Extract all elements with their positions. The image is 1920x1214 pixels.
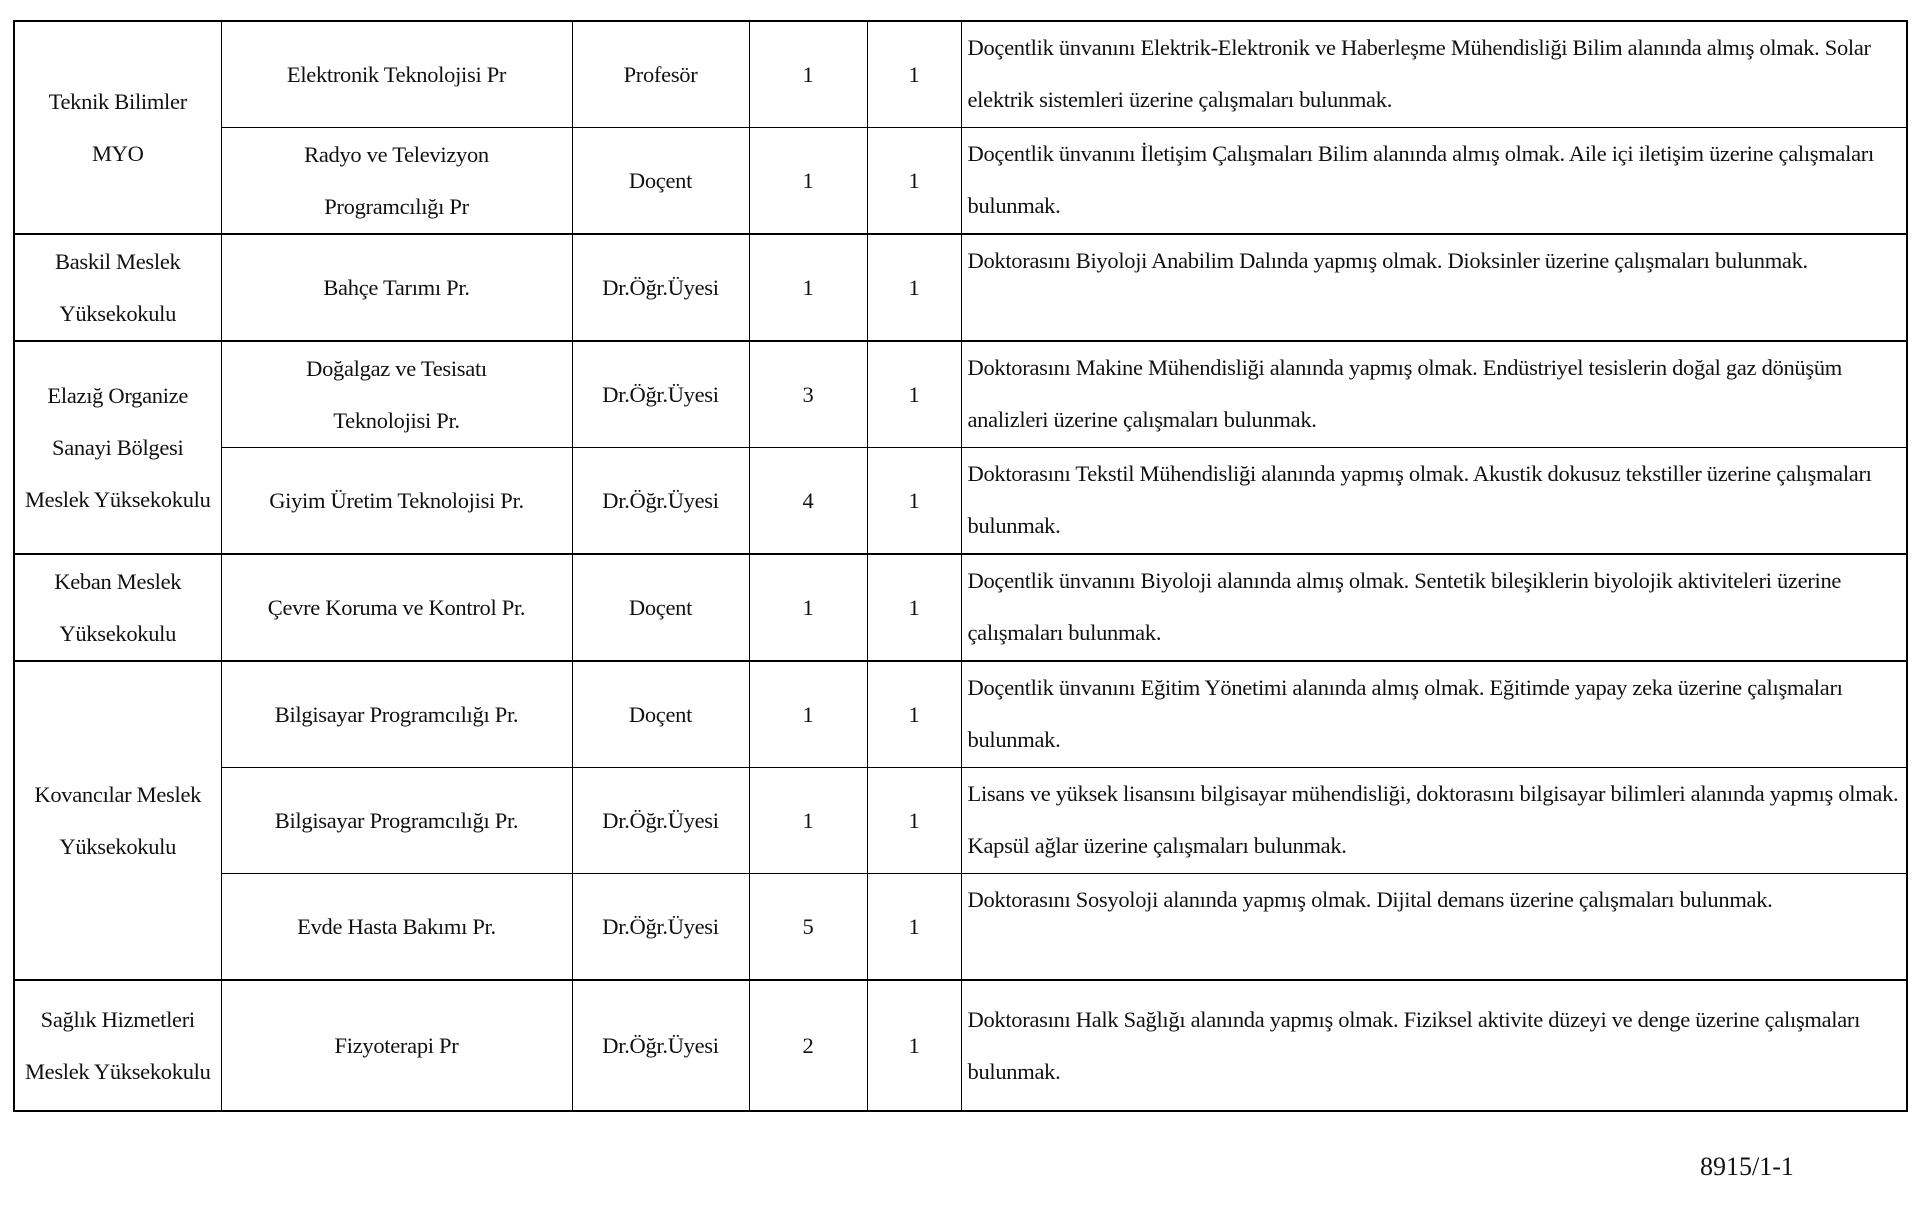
title-cell: Dr.Öğr.Üyesi [572, 448, 749, 555]
count-b-cell: 1 [867, 128, 961, 235]
program-cell: Bilgisayar Programcılığı Pr. [221, 661, 572, 768]
program-cell: Bilgisayar Programcılığı Pr. [221, 768, 572, 874]
table-row [14, 980, 1907, 1111]
description-cell: Doçentlik ünvanını Elektrik-Elektronik ve Haberleşme Mühendisliği Bilim alanında almış olmak. Solar elektrik sistemleri üzerine çalışmaları bulunmak. [961, 21, 1907, 128]
description-cell: Doktorasını Biyoloji Anabilim Dalında yapmış olmak. Dioksinler üzerine çalışmaları bulunmak. [961, 234, 1907, 341]
title-cell: Doçent [572, 128, 749, 235]
program-cell: Bahçe Tarımı Pr. [221, 234, 572, 341]
title-cell: Profesör [572, 21, 749, 128]
description-cell: Doçentlik ünvanını İletişim Çalışmaları Bilim alanında almış olmak. Aile içi iletişim üzerine çalışmaları bulunmak. [961, 128, 1907, 235]
description-cell: Doktorasını Tekstil Mühendisliği alanında yapmış olmak. Akustik dokusuz tekstiller üzerine çalışmaları bulunmak. [961, 448, 1907, 555]
count-a-cell: 1 [749, 661, 867, 768]
count-b-cell: 1 [867, 768, 961, 874]
table-row [14, 21, 1907, 128]
program-cell: Elektronik Teknolojisi Pr [221, 21, 572, 128]
table-row [14, 874, 1907, 981]
title-cell: Dr.Öğr.Üyesi [572, 234, 749, 341]
table-row [14, 554, 1907, 661]
table-row [14, 234, 1907, 341]
count-b-cell: 1 [867, 661, 961, 768]
program-cell: Evde Hasta Bakımı Pr. [221, 874, 572, 981]
table-row [14, 448, 1907, 555]
table-row [14, 128, 1907, 235]
count-a-cell: 5 [749, 874, 867, 981]
description-cell: Doktorasını Halk Sağlığı alanında yapmış olmak. Fiziksel aktivite düzeyi ve denge üzerine çalışmaları bulunmak. [961, 980, 1907, 1111]
count-b-cell: 1 [867, 874, 961, 981]
title-cell: Dr.Öğr.Üyesi [572, 980, 749, 1111]
count-a-cell: 4 [749, 448, 867, 555]
program-cell: Doğalgaz ve Tesisatı Teknolojisi Pr. [221, 341, 572, 448]
count-b-cell: 1 [867, 554, 961, 661]
description-cell: Doçentlik ünvanını Eğitim Yönetimi alanında almış olmak. Eğitimde yapay zeka üzerine çalışmaları bulunmak. [961, 661, 1907, 768]
title-cell: Doçent [572, 554, 749, 661]
unit-cell: Baskil Meslek Yüksekokulu [14, 234, 221, 341]
count-b-cell: 1 [867, 21, 961, 128]
unit-cell: Sağlık Hizmetleri Meslek Yüksekokulu [14, 980, 221, 1111]
description-cell: Doktorasını Makine Mühendisliği alanında yapmış olmak. Endüstriyel tesislerin doğal gaz dönüşüm analizleri üzerine çalışmaları bulunmak. [961, 341, 1907, 448]
title-cell: Dr.Öğr.Üyesi [572, 874, 749, 981]
count-a-cell: 1 [749, 21, 867, 128]
count-a-cell: 2 [749, 980, 867, 1111]
program-cell: Çevre Koruma ve Kontrol Pr. [221, 554, 572, 661]
title-cell: Dr.Öğr.Üyesi [572, 341, 749, 448]
positions-table [13, 20, 1908, 1112]
title-cell: Doçent [572, 661, 749, 768]
count-b-cell: 1 [867, 341, 961, 448]
unit-cell: Keban Meslek Yüksekokulu [14, 554, 221, 661]
count-b-cell: 1 [867, 980, 961, 1111]
table-row [14, 768, 1907, 874]
count-b-cell: 1 [867, 234, 961, 341]
count-a-cell: 3 [749, 341, 867, 448]
description-cell: Lisans ve yüksek lisansını bilgisayar mühendisliği, doktorasını bilgisayar bilimleri alanında yapmış olmak. Kapsül ağlar üzerine çalışmaları bulunmak. [961, 768, 1907, 874]
table-row [14, 341, 1907, 448]
title-cell: Dr.Öğr.Üyesi [572, 768, 749, 874]
count-a-cell: 1 [749, 554, 867, 661]
description-cell: Doktorasını Sosyoloji alanında yapmış olmak. Dijital demans üzerine çalışmaları bulunmak. [961, 874, 1907, 981]
count-b-cell: 1 [867, 448, 961, 555]
unit-cell: Kovancılar Meslek Yüksekokulu [14, 661, 221, 980]
document-reference: 8915/1-1 [1700, 1152, 1794, 1181]
program-cell: Radyo ve Televizyon Programcılığı Pr [221, 128, 572, 235]
count-a-cell: 1 [749, 128, 867, 235]
positions-table-body [14, 21, 1907, 1111]
program-cell: Giyim Üretim Teknolojisi Pr. [221, 448, 572, 555]
program-cell: Fizyoterapi Pr [221, 980, 572, 1111]
count-a-cell: 1 [749, 768, 867, 874]
unit-cell: Elazığ Organize Sanayi Bölgesi Meslek Yüksekokulu [14, 341, 221, 554]
description-cell: Doçentlik ünvanını Biyoloji alanında almış olmak. Sentetik bileşiklerin biyolojik aktiviteleri üzerine çalışmaları bulunmak. [961, 554, 1907, 661]
table-row [14, 661, 1907, 768]
unit-cell: Teknik Bilimler MYO [14, 21, 221, 234]
count-a-cell: 1 [749, 234, 867, 341]
